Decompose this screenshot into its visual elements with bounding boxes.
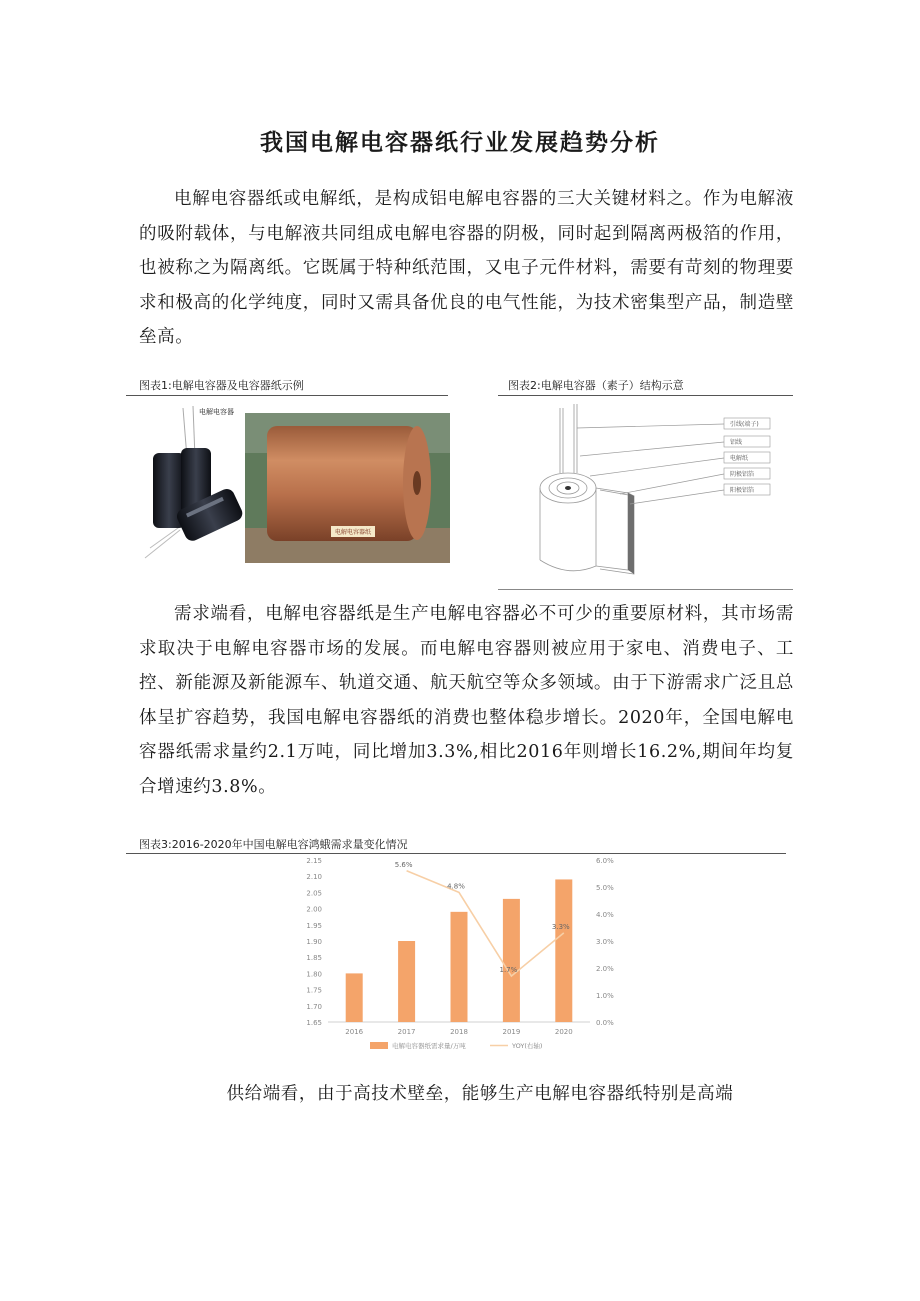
figure-2-rule-top <box>498 395 793 396</box>
figure-1-rule <box>126 395 448 396</box>
page-title: 我国电解电容器纸行业发展趋势分析 <box>260 129 660 156</box>
y-right-tick-label: 5.0% <box>596 884 614 892</box>
x-tick-label: 2018 <box>450 1028 468 1036</box>
capacitor-label: 电解电容器 <box>199 408 234 416</box>
x-tick-label: 2016 <box>345 1028 364 1036</box>
x-tick-label: 2017 <box>397 1028 416 1036</box>
paragraph-intro <box>139 182 794 355</box>
figure-3-caption: 图表3:2016-2020年中国电解电容鸿蛾需求量变化情况 <box>139 838 408 851</box>
y-left-tick-label: 2.05 <box>306 889 322 898</box>
legend-bar-swatch <box>370 1042 388 1049</box>
yoy-data-label: 4.8% <box>447 882 465 891</box>
structure-label-1: 引线(端子) <box>730 421 759 428</box>
bar-demand <box>555 879 572 1022</box>
y-right-tick-label: 1.0% <box>596 992 614 1000</box>
paper-roll-label: 电解电容器纸 <box>334 529 372 536</box>
capacitor-structure-graphic <box>510 398 790 580</box>
y-right-tick-label: 4.0% <box>596 911 614 919</box>
legend-bar-label: 电解电容器纸需求量/万吨 <box>392 1042 466 1050</box>
capacitor-photo-graphic <box>135 398 450 563</box>
paragraph-supply <box>139 1077 794 1112</box>
figure-2-rule-bottom <box>498 589 793 590</box>
bar-demand <box>451 912 468 1022</box>
y-left-tick-label: 1.70 <box>306 1002 322 1011</box>
yoy-data-label: 1.7% <box>499 966 518 975</box>
figure-1-photo <box>135 398 450 563</box>
y-left-tick-label: 1.90 <box>306 938 322 946</box>
y-right-tick-label: 6.0% <box>596 857 614 865</box>
y-left-tick-label: 2.10 <box>306 873 322 882</box>
bar-demand <box>346 973 363 1022</box>
x-tick-label: 2020 <box>554 1028 573 1036</box>
paragraph-intro-text: 电解电容器纸或电解纸，是构成铝电解电容器的三大关键材料之。作为电解液的吸附载体，与电解液共同组成电解电容器的阴极，同时起到隔离两极箔的作用，也被称之为隔离纸。它既属于特种纸范围，又电子元件材料，需要有苛刻的物理要求和极高的化学纯度，同时又需具备优良的电气性能，为技术密集型产品，制造壁垒高。 <box>139 189 794 347</box>
y-left-tick-label: 1.80 <box>306 970 322 979</box>
y-right-tick-label: 3.0% <box>596 938 614 946</box>
x-tick-label: 2019 <box>502 1028 521 1036</box>
yoy-data-label: 5.6% <box>394 860 413 869</box>
y-left-tick-label: 1.95 <box>306 921 322 930</box>
figure-1-caption: 图表1:电解电容器及电容器纸示例 <box>139 379 304 392</box>
demand-chart-svg <box>290 852 630 1062</box>
y-left-tick-label: 1.85 <box>306 954 322 963</box>
legend-line-label: YOY(右轴) <box>512 1042 543 1050</box>
y-left-tick-label: 2.15 <box>306 857 322 865</box>
yoy-data-label: 3.3% <box>551 922 570 931</box>
paragraph-demand <box>139 597 794 804</box>
bar-demand <box>398 941 415 1022</box>
structure-label-4: 阴极铝箔 <box>730 471 755 478</box>
structure-label-2: 铝线 <box>730 439 743 446</box>
y-right-tick-label: 0.0% <box>596 1019 614 1027</box>
structure-label-5: 阳极铝箔 <box>730 487 755 494</box>
figure-2-diagram <box>510 398 790 580</box>
yoy-line <box>407 871 564 976</box>
paragraph-supply-text: 供给端看，由于高技术壁垒，能够生产电解电容器纸特别是高端 <box>226 1084 734 1104</box>
y-left-tick-label: 2.00 <box>306 905 322 914</box>
bar-demand <box>503 899 520 1022</box>
y-left-tick-label: 1.75 <box>306 986 322 995</box>
demand-chart <box>290 852 630 1062</box>
paragraph-demand-text: 需求端看，电解电容器纸是生产电解电容器必不可少的重要原材料，其市场需求取决于电解电容器市场的发展。而电解电容器则被应用于家电、消费电子、工控、新能源及新能源车、轨道交通、航天航空等众多领域。由于下游需求广泛且总体呈扩容趋势，我国电解电容器纸的消费也整体稳步增长。2020年，全国电解电容器纸需求量约2.1万吨，同比增加3.3%,相比2016年则增长16.2%,期间年均复合增速约3.8%。 <box>139 604 794 797</box>
figure-2-caption: 图表2:电解电容器（素子）结构示意 <box>508 379 684 392</box>
y-left-tick-label: 1.65 <box>306 1019 322 1027</box>
structure-label-3: 电解纸 <box>730 455 749 462</box>
y-right-tick-label: 2.0% <box>596 965 614 973</box>
